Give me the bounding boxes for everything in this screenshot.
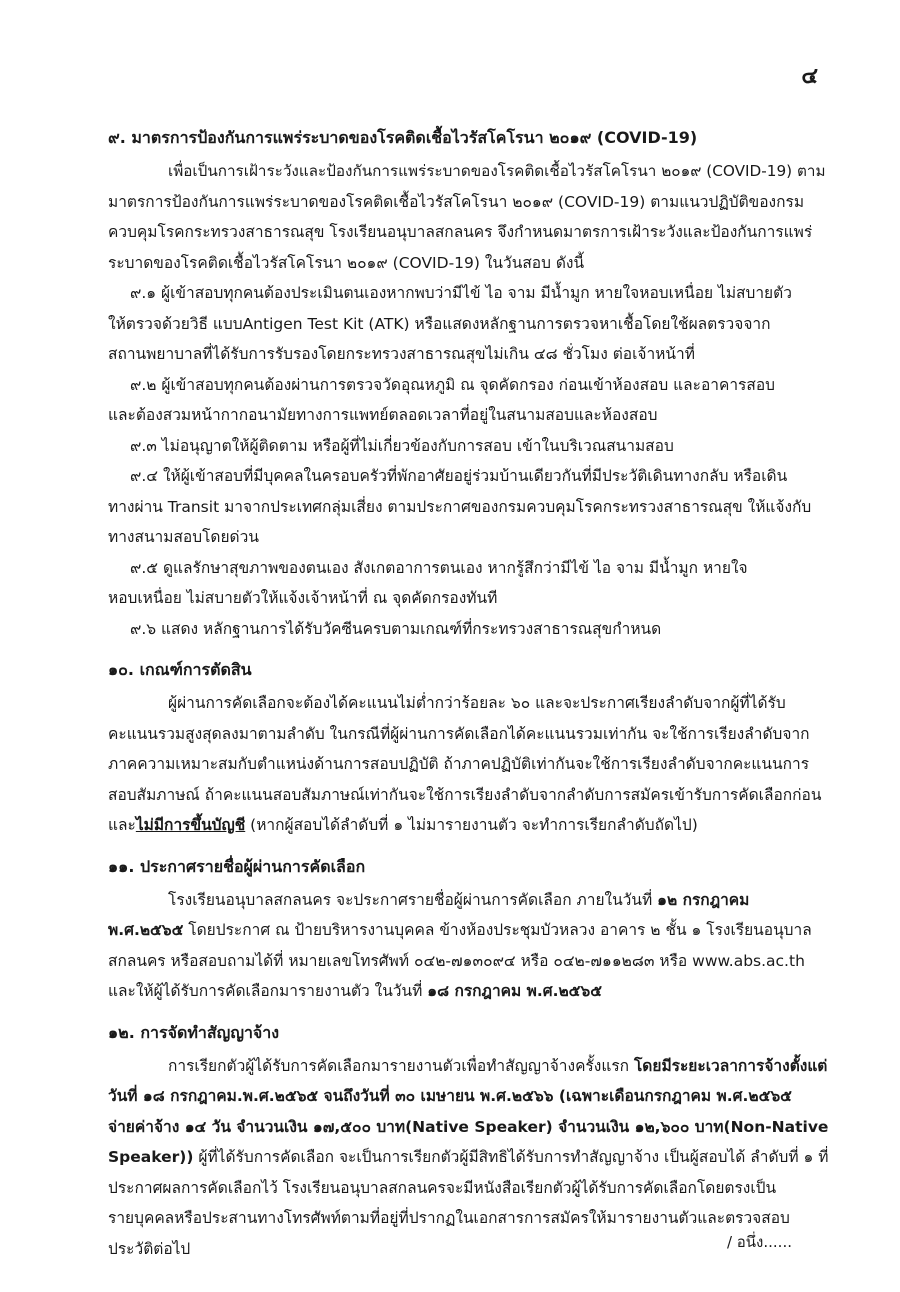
- sec11-line: [108, 915, 833, 946]
- sec11-line: [108, 976, 833, 1007]
- document-body: [108, 120, 833, 1264]
- sec12-line: รายบุคคลหรือประสานทางโทรศัพท์ตามที่อยู่ที่ปรากฏในเอกสารการสมัครให้มารายงานตัวและตรวจสอบ: [108, 1209, 790, 1227]
- sec9-item-5: ๙.๕ ดูแลรักษาสุขภาพของตนเอง สังเกตอาการตนเอง หากรู้สึกว่ามีไข้ ไอ จาม มีน้ำมูก หายใจ: [130, 558, 748, 577]
- sec11-line: [108, 885, 833, 916]
- sec9-item-4-cont: ทางสนามสอบโดยด่วน: [108, 528, 259, 546]
- sec11-l4-text: และให้ผู้ได้รับการคัดเลือกมารายงานตัว ในวันที่: [108, 982, 428, 1000]
- contract-period: วันที่ ๑๘ กรกฎาคม.พ.ศ.๒๕๖๕ จนถึงวันที่ ๓๐ เมษายน พ.ศ.๒๕๖๖ (เฉพาะเดือนกรกฎาคม พ.ศ.๒๕๖๕: [108, 1087, 792, 1105]
- sec11-l2-text: โดยประกาศ ณ ป้ายบริหารงานบุคคล ข้างห้องประชุมบัวหลวง อาคาร ๒ ชั้น ๑ โรงเรียนอนุบาล: [183, 921, 812, 939]
- sec12-line: [108, 1081, 833, 1112]
- sec10-line: ผู้ผ่านการคัดเลือกจะต้องได้คะแนนไม่ต่ำกว่าร้อยละ ๖๐ และจะประกาศเรียงลำดับจากผู้ที่ได้รับ: [168, 694, 786, 712]
- section-10-heading: ๑๐. เกณฑ์การตัดสิน: [108, 660, 252, 679]
- sec12-l1-bold: โดยมีระยะเวลาการจ้างตั้งแต่: [633, 1056, 828, 1075]
- salary-info: จ่ายค่าจ้าง ๑๔ วัน จำนวนเงิน ๑๗,๕๐๐ บาท(Native Speaker) จำนวนเงิน ๑๒,๖๐๐ บาท(Non-Native: [108, 1117, 829, 1136]
- sec9-item-6: ๙.๖ แสดง หลักฐานการได้รับวัคซีนครบตามเกณฑ์ที่กระทรวงสาธารณสุขกำหนด: [130, 619, 662, 638]
- sec9-intro-line: เพื่อเป็นการเฝ้าระวังและป้องกันการแพร่ระบาดของโรคติดเชื้อไวรัสโคโรนา ๒๐๑๙ (COVID-19) ตาม: [168, 162, 826, 180]
- sec11-l1-text: โรงเรียนอนุบาลสกลนคร จะประกาศรายชื่อผู้ผ่านการคัดเลือก ภายในวันที่: [168, 890, 658, 909]
- no-waitlist-note: ไม่มีการขึ้นบัญชี: [135, 816, 246, 834]
- sec11-contact-line: สกลนคร หรือสอบถามได้ที่ หมายเลขโทรศัพท์ ๐๔๒-๗๑๓๐๙๔ หรือ ๐๔๒-๗๑๑๒๘๓ หรือ www.abs.ac.th: [108, 951, 805, 970]
- report-date: ๑๘ กรกฎาคม พ.ศ.๒๕๖๕: [427, 982, 602, 1000]
- announce-year: พ.ศ.๒๕๖๕: [108, 921, 184, 939]
- sec10-line: ภาคความเหมาะสมกับตำแหน่งด้านการสอบปฏิบัติ ถ้าภาคปฏิบัติเท่ากันจะใช้การเรียงลำดับจากคะแนนการ: [108, 755, 810, 773]
- sec12-line: ประวัติต่อไป: [108, 1239, 191, 1258]
- sec12-line: [108, 1142, 833, 1173]
- sec12-line: [108, 1051, 833, 1082]
- sec9-intro-line: ระบาดของโรคติดเชื้อไวรัสโคโรนา ๒๐๑๙ (COVID-19) ในวันสอบ ดังนี้: [108, 253, 585, 272]
- announce-date: ๑๒ กรกฎาคม: [657, 890, 750, 909]
- sec9-intro-line: ควบคุมโรคกระทรวงสาธารณสุข โรงเรียนอนุบาลสกลนคร จึงกำหนดมาตรการเฝ้าระวังและป้องกันการแพร่: [108, 223, 813, 241]
- sec9-item-2: ๙.๒ ผู้เข้าสอบทุกคนต้องผ่านการตรวจวัดอุณหภูมิ ณ จุดคัดกรอง ก่อนเข้าห้องสอบ และอาคารสอบ: [130, 375, 775, 394]
- section-9-heading: ๙. มาตรการป้องกันการแพร่ระบาดของโรคติดเชื้อไวรัสโคโรนา ๒๐๑๙ (COVID-19): [108, 128, 698, 147]
- sec10-last-prefix: และ: [108, 816, 136, 834]
- sec12-l4-text: ผู้ที่ได้รับการคัดเลือก จะเป็นการเรียกตัวผู้มีสิทธิได้รับการทำสัญญาจ้าง เป็นผู้สอบได้ ลำดับที่ ๑ ที่: [193, 1148, 829, 1166]
- sec10-last-suffix: (หากผู้สอบได้ลำดับที่ ๑ ไม่มารายงานตัว จะทำการเรียกลำดับถัดไป): [245, 816, 698, 834]
- sec9-item-1: ๙.๑ ผู้เข้าสอบทุกคนต้องประเมินตนเองหากพบว่ามีไข้ ไอ จาม มีน้ำมูก หายใจหอบเหนื่อย ไม่สบายตัว: [130, 284, 792, 302]
- sec9-item-5-cont: หอบเหนื่อย ไม่สบายตัวให้แจ้งเจ้าหน้าที่ ณ จุดคัดกรองทันที: [108, 589, 498, 607]
- section-11-heading: ๑๑. ประกาศรายชื่อผู้ผ่านการคัดเลือก: [108, 856, 366, 876]
- page-number: ๔: [801, 64, 818, 89]
- sec12-line: [108, 1112, 833, 1143]
- sec9-item-1-cont: สถานพยาบาลที่ได้รับการรับรองโดยกระทรวงสาธารณสุขไม่เกิน ๔๘ ชั่วโมง ต่อเจ้าหน้าที่: [108, 345, 695, 363]
- page-continuation: / อนึ่ง......: [726, 1233, 792, 1251]
- sec9-item-1-cont: ให้ตรวจด้วยวิธี แบบAntigen Test Kit (ATK) หรือแสดงหลักฐานการตรวจหาเชื้อโดยใช้ผลตรวจจาก: [108, 314, 771, 333]
- sec9-item-3: ๙.๓ ไม่อนุญาตให้ผู้ติดตาม หรือผู้ที่ไม่เกี่ยวข้องกับการสอบ เข้าในบริเวณสนามสอบ: [130, 436, 674, 455]
- sec12-l4-bold: Speaker)): [108, 1148, 194, 1166]
- section-12-heading: ๑๒. การจัดทำสัญญาจ้าง: [108, 1022, 280, 1042]
- sec12-line: ประกาศผลการคัดเลือกไว้ โรงเรียนอนุบาลสกลนครจะมีหนังสือเรียกตัวผู้ได้รับการคัดเลือกโดยตรงเป็น: [108, 1178, 777, 1197]
- sec10-line: คะแนนรวมสูงสุดลงมาตามลำดับ ในกรณีที่ผู้ผ่านการคัดเลือกได้คะแนนรวมเท่ากัน จะใช้การเรียงลำดับจาก: [108, 724, 810, 743]
- sec10-line: สอบสัมภาษณ์ ถ้าคะแนนสอบสัมภาษณ์เท่ากันจะใช้การเรียงลำดับจากลำดับการสมัครเข้ารับการคัดเลือกก่อน: [108, 785, 822, 804]
- sec12-l1-text: การเรียกตัวผู้ได้รับการคัดเลือกมารายงานตัวเพื่อทำสัญญาจ้างครั้งแรก: [168, 1056, 634, 1075]
- sec9-item-4-cont: ทางผ่าน Transit มาจากประเทศกลุ่มเสี่ยง ตามประกาศของกรมควบคุมโรคกระทรวงสาธารณสุข ให้แจ้งกับ: [108, 497, 812, 516]
- sec10-line-last: [108, 810, 833, 841]
- sec9-item-2-cont: และต้องสวมหน้ากากอนามัยทางการแพทย์ตลอดเวลาที่อยู่ในสนามสอบและห้องสอบ: [108, 406, 658, 424]
- sec9-intro-line: มาตรการป้องกันการแพร่ระบาดของโรคติดเชื้อไวรัสโคโรนา ๒๐๑๙ (COVID-19) ตามแนวปฏิบัติของกรม: [108, 192, 805, 211]
- sec9-item-4: ๙.๔ ให้ผู้เข้าสอบที่มีบุคคลในครอบครัวที่พักอาศัยอยู่ร่วมบ้านเดียวกันที่มีประวัติเดินทางกลับ หรือเดิน: [130, 467, 788, 485]
